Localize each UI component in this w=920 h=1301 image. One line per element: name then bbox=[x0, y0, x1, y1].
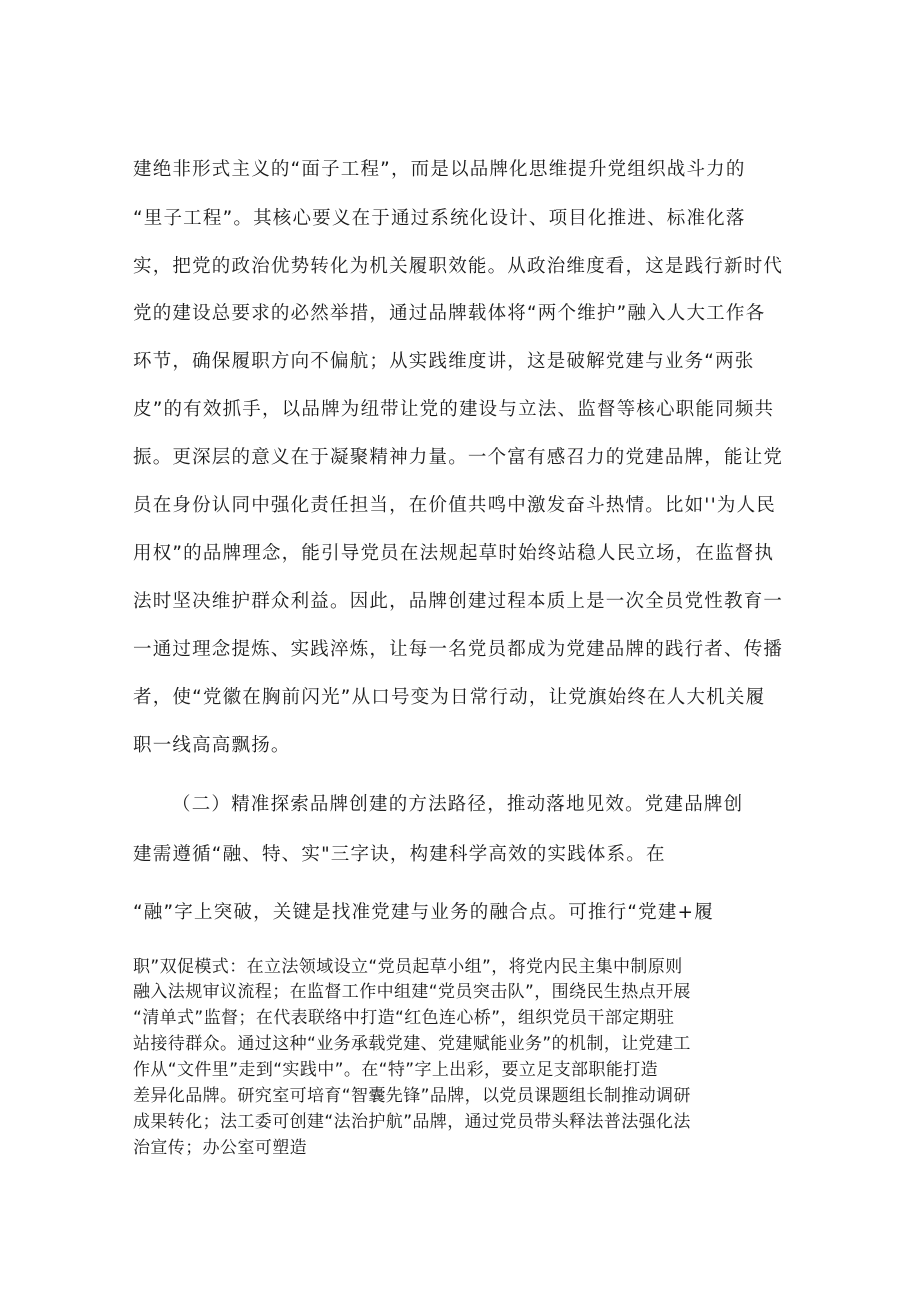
text-line: “融”字上突破，关键是找准党建与业务的融合点。可推行“党建+履 bbox=[133, 902, 714, 923]
text-line: 差异化品牌。研究室可培育“智囊先锋”品牌，以党员课题组长制推动调研 bbox=[133, 1086, 691, 1106]
text-line: 实，把党的政治优势转化为机关履职效能。从政治维度看，这是践行新时代 bbox=[133, 256, 784, 277]
text-line: 融入法规审议流程；在监督工作中组建“党员突击队”，围绕民生热点开展 bbox=[133, 982, 691, 1002]
text-line: 职”双促模式：在立法领域设立“党员起草小组”，将党内民主集中制原则 bbox=[133, 957, 683, 977]
text-line: 党的建设总要求的必然举措，通过品牌载体将“两个维护”融入人大工作各 bbox=[133, 303, 766, 324]
text-line: 作从“文件里”走到“实践中”。在“特”字上出彩，要立足支部职能打造 bbox=[133, 1060, 659, 1080]
text-line: 环节，确保履职方向不偏航；从实践维度讲，这是破解党建与业务“两张 bbox=[133, 351, 755, 372]
text-line: 者，使“党徽在胸前闪光”从口号变为日常行动，让党旗始终在人大机关履 bbox=[133, 687, 766, 708]
text-line: 皮”的有效抓手，以品牌为纽带让党的建设与立法、监督等核心职能同频共 bbox=[133, 399, 775, 420]
text-line: “里子工程”。其核心要义在于通过系统化设计、项目化推进、标准化落 bbox=[133, 208, 746, 229]
text-line: 建需遵循“融、特、实"三字诀，构建科学高效的实践体系。在 bbox=[133, 844, 666, 865]
text-line: “清单式”监督；在代表联络中打造“红色连心桥”，组织党员干部定期驻 bbox=[133, 1008, 675, 1028]
text-line: 职一线高高飘扬。 bbox=[133, 735, 291, 756]
text-line: 站接待群众。通过这种“业务承载党建、党建赋能业务”的机制，让党建工 bbox=[133, 1034, 691, 1054]
text-line: 建绝非形式主义的“面子工程”，而是以品牌化思维提升党组织战斗力的 bbox=[133, 159, 746, 180]
text-line: 成果转化；法工委可创建“法治护航”品牌，通过党员带头释法普法强化法 bbox=[133, 1112, 691, 1132]
text-line: 一通过理念提炼、实践淬炼，让每一名党员都成为党建品牌的践行者、传播 bbox=[133, 639, 784, 660]
text-line: 员在身份认同中强化责任担当，在价值共鸣中激发奋斗热情。比如''为人民 bbox=[133, 495, 776, 516]
text-line: 治宣传；办公室可塑造 bbox=[133, 1138, 307, 1158]
text-line: 用权”的品牌理念，能引导党员在法规起草时始终站稳人民立场，在监督执 bbox=[133, 543, 775, 564]
text-line: 法时坚决维护群众利益。因此，品牌创建过程本质上是一次全员党性教育一 bbox=[133, 591, 784, 612]
text-line: 振。更深层的意义在于凝聚精神力量。一个富有感召力的党建品牌，能让党 bbox=[133, 447, 784, 468]
section-heading-line: （二）精准探索品牌创建的方法路径，推动落地见效。党建品牌创 bbox=[172, 794, 744, 815]
